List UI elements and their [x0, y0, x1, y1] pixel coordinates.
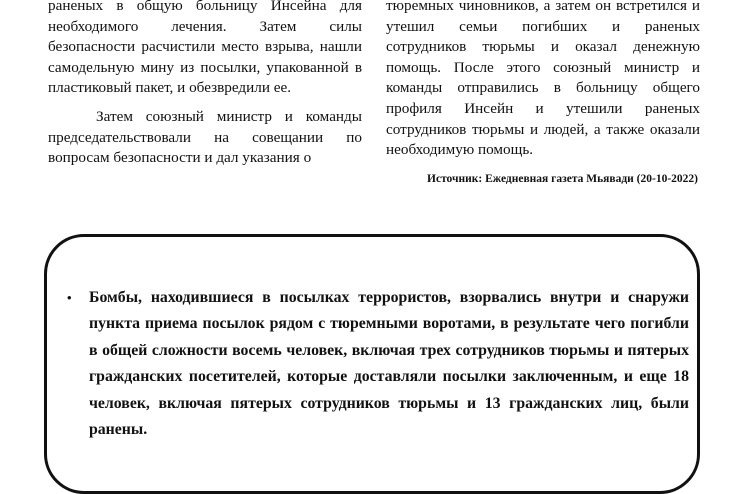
bullet-text: Бомбы, находившиеся в посылках террористов, взорвались внутри и снаружи пункта приема посылок рядом с тюремными воротами, в результате чего погибли в общей сложности восемь человек, включая трех сотрудников тюрьмы и пятерых гражданских посетителей, которые доставляли посылки заключенным, и еще 18 человек, включая пятерых сотрудников тюрьмы и 13 гражданских лиц, были ранены.	[89, 289, 689, 439]
left-column	[48, 0, 362, 169]
right-column	[386, 0, 700, 187]
source-citation: Источник: Ежедневная газета Мьявади (20-10-2022)	[427, 172, 698, 185]
left-paragraph-1: раненых в общую больницу Инсейна для необходимого лечения. Затем силы безопасности расчистили место взрыва, нашли самодельную мину из посылки, упакованной в пластиковый пакет, и обезвредили ее.	[48, 0, 362, 97]
bullet-list	[67, 285, 689, 443]
left-paragraph-2: Затем союзный министр и команды председательствовали на совещании по вопросам безопасности и дал указания о	[48, 107, 362, 167]
list-item	[67, 285, 689, 443]
highlight-box	[44, 234, 700, 494]
bullet-marker: •	[67, 290, 72, 305]
right-paragraph-1: тюремных чиновников, а затем он встретился и утешил семьи погибших и раненых сотрудников тюрьмы и оказал денежную помощь. После этого союзный министр и команды отправились в больницу общего профиля Инсейн и утешили раненых сотрудников тюрьмы и людей, а также оказали необходимую помощь.	[386, 0, 700, 159]
